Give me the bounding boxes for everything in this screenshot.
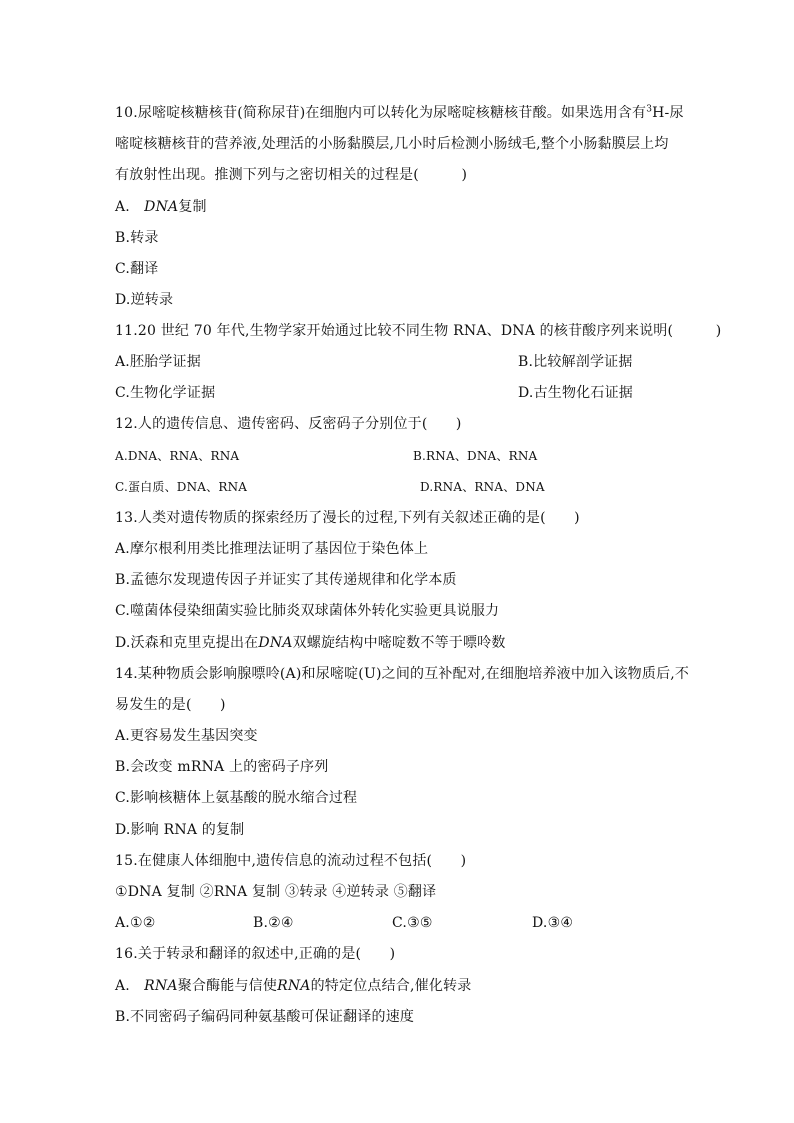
q13-option-d: D.沃森和克里克提出在DNA双螺旋结构中嘧啶数不等于嘌呤数 — [115, 635, 506, 651]
q10-option-b: B.转录 — [115, 230, 159, 246]
q13-option-b: B.孟德尔发现遗传因子并证实了其传递规律和化学本质 — [115, 572, 457, 588]
q11-option-b: B.比较解剖学证据 — [518, 354, 633, 370]
q12-stem: 12.人的遗传信息、遗传密码、反密码子分别位于( ) — [115, 416, 462, 432]
q10-option-c: C.翻译 — [115, 261, 159, 277]
q11-option-c: C.生物化学证据 — [115, 385, 216, 401]
q15-option-b: B.②④ — [253, 915, 294, 931]
q16-option-a: A. RNA聚合酶能与信使RNA的特定位点结合,催化转录 — [115, 978, 472, 994]
q13-stem: 13.人类对遗传物质的探索经历了漫长的过程,下列有关叙述正确的是( ) — [115, 510, 580, 526]
q16-stem: 16.关于转录和翻译的叙述中,正确的是( ) — [115, 946, 396, 962]
q14-stem-line2: 易发生的是( ) — [115, 697, 226, 713]
q15-stem: 15.在健康人体细胞中,遗传信息的流动过程不包括( ) — [115, 853, 467, 869]
q14-option-b: B.会改变 mRNA 上的密码子序列 — [115, 759, 329, 775]
q14-stem-line1: 14.某种物质会影响腺嘌呤(A)和尿嘧啶(U)之间的互补配对,在细胞培养液中加入该物质后,不 — [115, 666, 690, 682]
q10-stem-line1: 10.尿嘧啶核糖核苷(简称尿苷)在细胞内可以转化为尿嘧啶核糖核苷酸。如果选用含有$^3$H-尿 — [115, 104, 684, 121]
q13-option-c: C.噬菌体侵染细菌实验比肺炎双球菌体外转化实验更具说服力 — [115, 603, 500, 619]
q11-stem: 11.20 世纪 70 年代,生物学家开始通过比较不同生物 RNA、DNA 的核苷酸序列来说明( ) — [115, 323, 722, 339]
q10-stem-line2: 嘧啶核糖核苷的营养液,处理活的小肠黏膜层,几小时后检测小肠绒毛,整个小肠黏膜层上均 — [115, 136, 669, 152]
q15-sub-items: ①DNA 复制 ②RNA 复制 ③转录 ④逆转录 ⑤翻译 — [115, 884, 437, 900]
q12-option-a: A.DNA、RNA、RNA — [115, 449, 240, 463]
q10-stem-line3: 有放射性出现。推测下列与之密切相关的过程是( ) — [115, 167, 468, 183]
q15-option-a: A.①② — [115, 915, 156, 931]
q14-option-a: A.更容易发生基因突变 — [115, 728, 258, 744]
q10-option-a: A. DNA复制 — [115, 199, 207, 215]
q11-option-a: A.胚胎学证据 — [115, 354, 201, 370]
q10-option-d: D.逆转录 — [115, 292, 174, 308]
q11-option-d: D.古生物化石证据 — [518, 385, 633, 401]
q15-option-d: D.③④ — [532, 915, 574, 931]
q13-option-a: A.摩尔根利用类比推理法证明了基因位于染色体上 — [115, 541, 429, 557]
q12-option-b: B.RNA、DNA、RNA — [413, 449, 538, 463]
q12-option-c: C.蛋白质、DNA、RNA — [115, 480, 248, 494]
q14-option-d: D.影响 RNA 的复制 — [115, 822, 245, 838]
q14-option-c: C.影响核糖体上氨基酸的脱水缩合过程 — [115, 790, 358, 806]
q15-option-c: C.③⑤ — [392, 915, 433, 931]
q16-option-b: B.不同密码子编码同种氨基酸可保证翻译的速度 — [115, 1009, 415, 1025]
q12-option-d: D.RNA、RNA、DNA — [420, 480, 545, 494]
